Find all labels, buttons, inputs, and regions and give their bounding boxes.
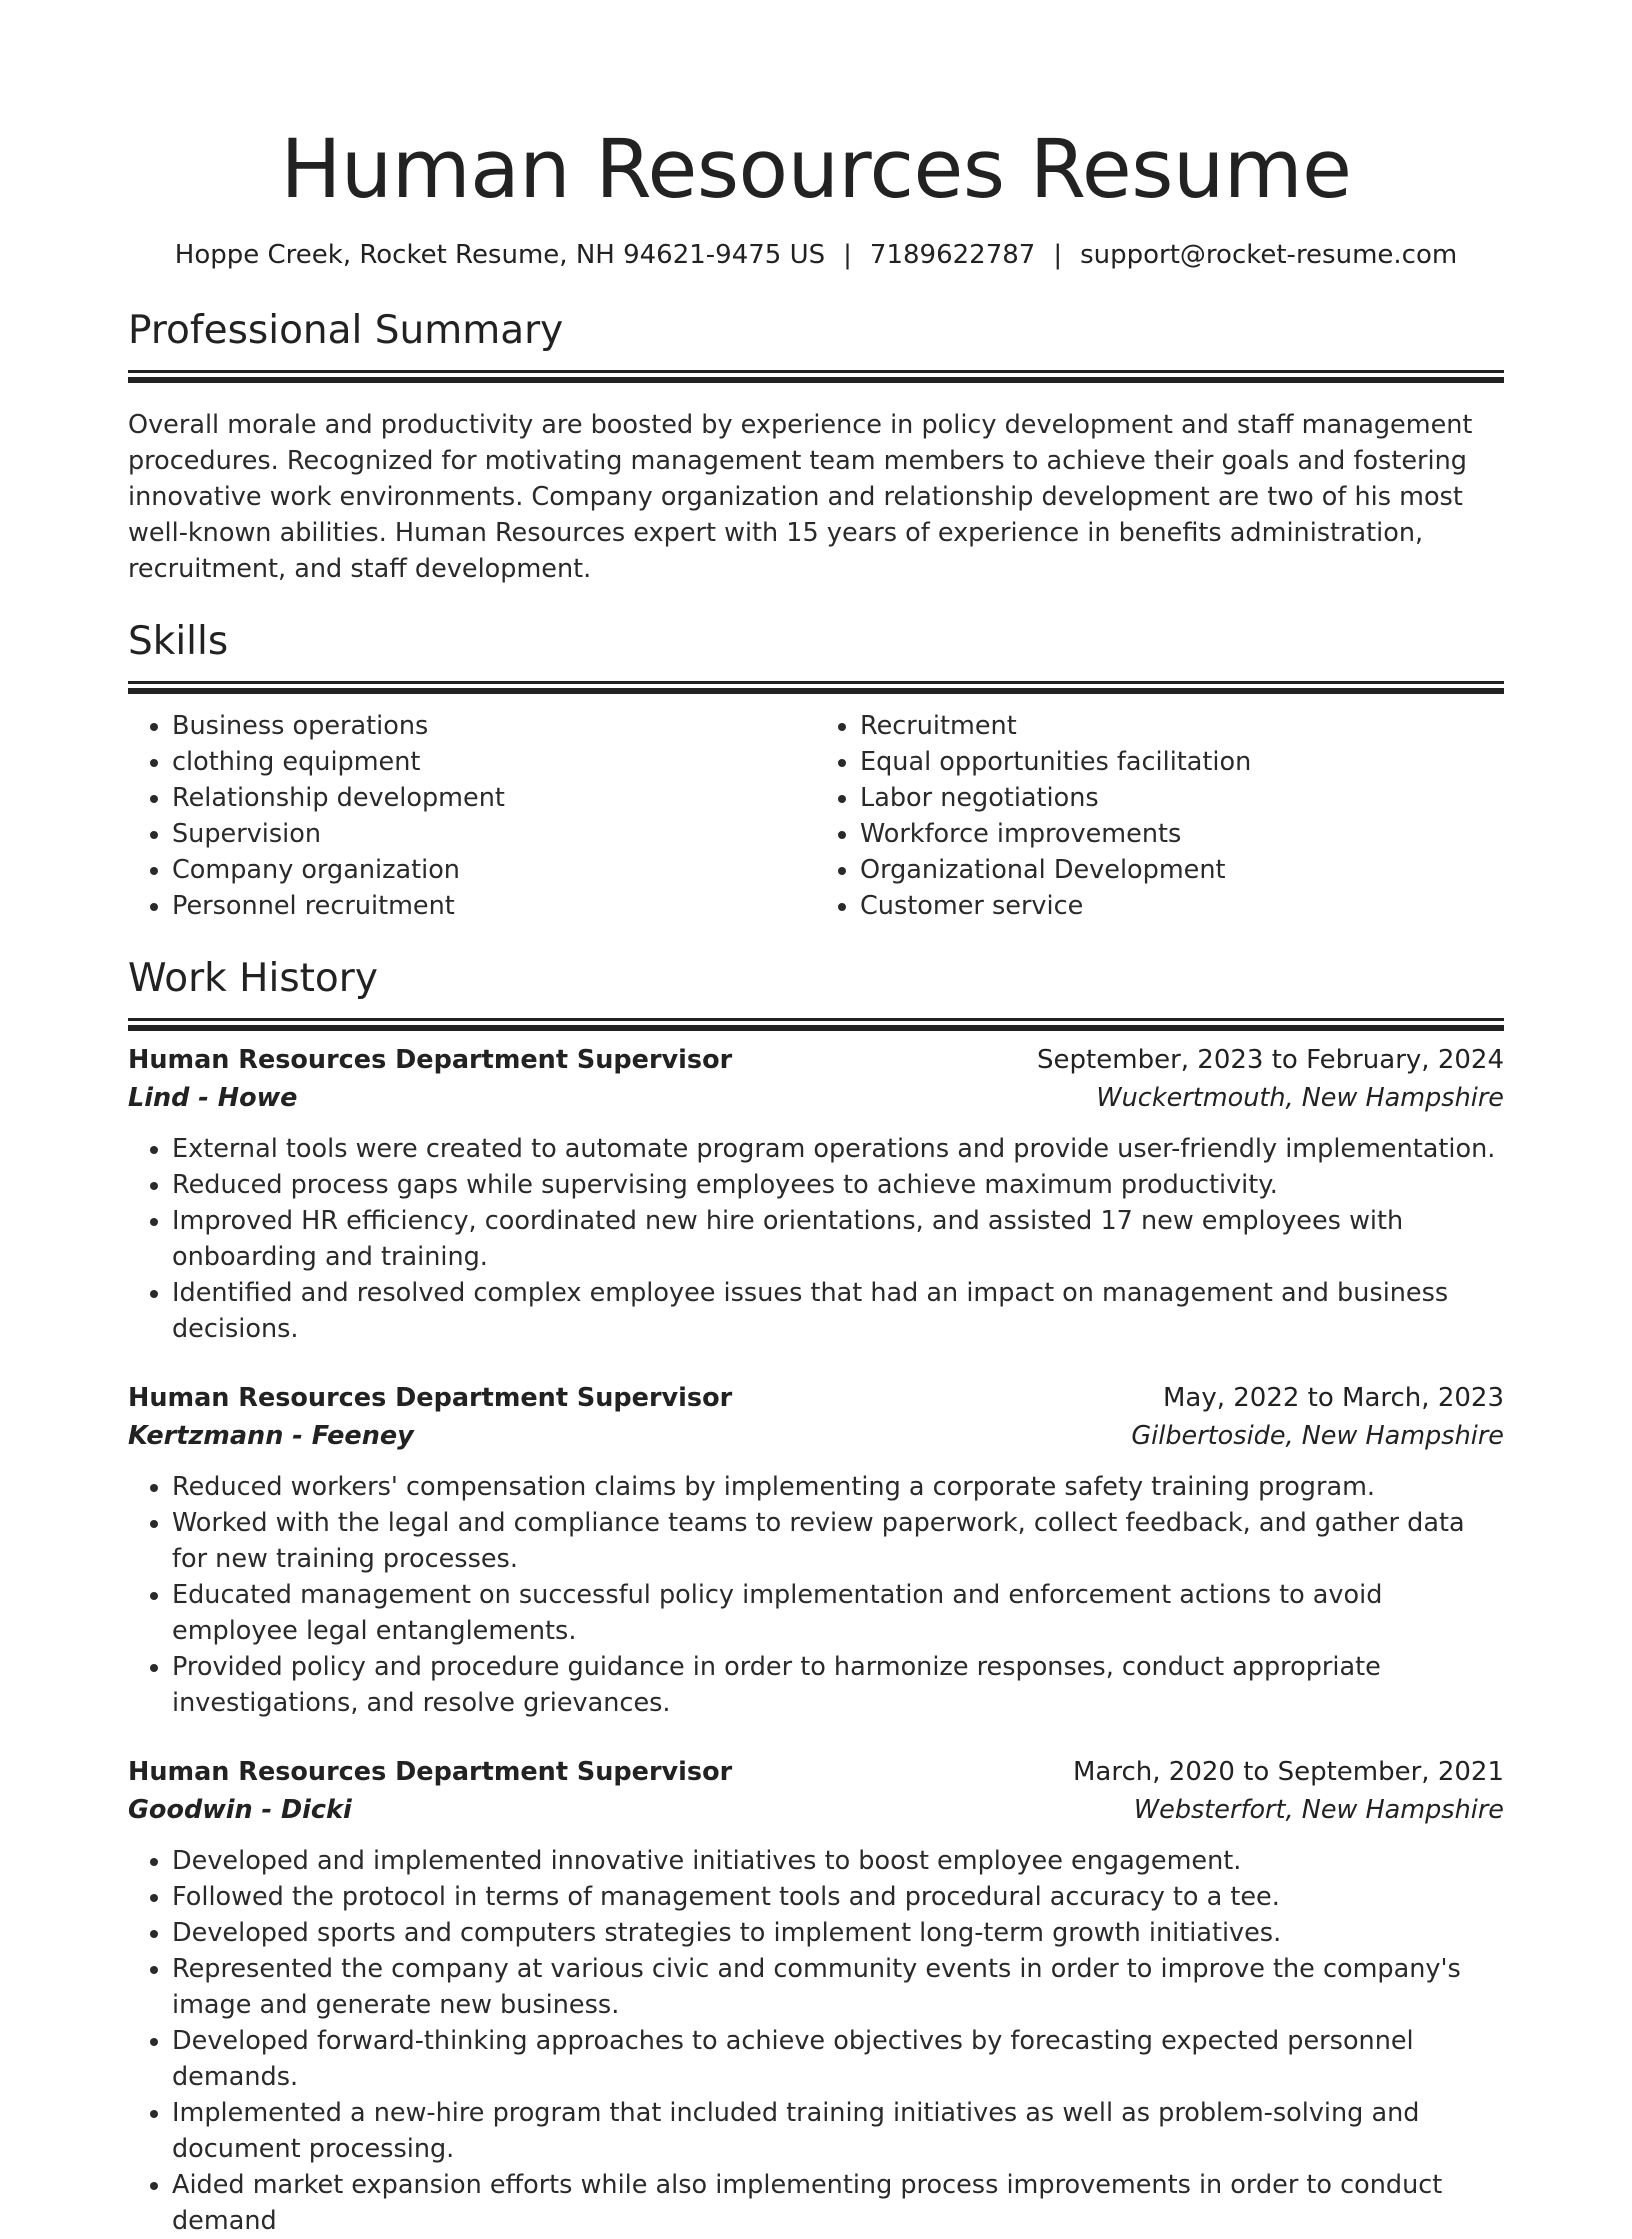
job-bullet: • Developed forward-thinking approaches to achieve objectives by forecasting expected personnel demands. xyxy=(172,2023,1504,2095)
job-entry xyxy=(128,1753,1504,2239)
work-history-section xyxy=(128,954,1504,2239)
skill-item: • clothing equipment xyxy=(172,744,816,780)
contact-separator: | xyxy=(843,240,852,270)
job-header-row xyxy=(128,1041,1504,1079)
contact-email[interactable]: support@rocket-resume.com xyxy=(1080,240,1458,270)
skill-item: • Equal opportunities facilitation xyxy=(860,744,1504,780)
job-bullet: • Developed and implemented innovative initiatives to boost employee engagement. xyxy=(172,1843,1504,1879)
job-dates: March, 2020 to September, 2021 xyxy=(1073,1757,1504,1787)
resume-page xyxy=(128,0,1504,2239)
job-bullet: • Aided market expansion efforts while also implementing process improvements in order to conduct demand xyxy=(172,2167,1504,2239)
job-location: Gilbertoside, New Hampshire xyxy=(1131,1421,1504,1451)
skill-item: • Supervision xyxy=(172,816,816,852)
skill-item: • Relationship development xyxy=(172,780,816,816)
section-divider xyxy=(128,681,1504,684)
contact-line xyxy=(128,238,1504,272)
job-title: Human Resources Department Supervisor xyxy=(128,1045,733,1075)
skill-item: • Recruitment xyxy=(860,708,1504,744)
section-divider xyxy=(128,370,1504,373)
job-title: Human Resources Department Supervisor xyxy=(128,1383,733,1413)
job-entry xyxy=(128,1379,1504,1721)
summary-text: Overall morale and productivity are boosted by experience in policy development and staff management procedures. Recognized for motivating management team members to achieve their goals and fostering innovative work environments. Company organization and relationship development are two of his most well-known abilities. Human Resources expert with 15 years of experience in benefits administration, recruitment, and staff development. xyxy=(128,410,1473,584)
skills-column-right xyxy=(816,708,1504,924)
job-bullet: • Educated management on successful policy implementation and enforcement actions to avoid employee legal entanglements. xyxy=(172,1577,1504,1649)
contact-separator: | xyxy=(1053,240,1063,270)
skill-item: • Company organization xyxy=(172,852,816,888)
job-bullets xyxy=(128,1469,1504,1721)
job-dates: May, 2022 to March, 2023 xyxy=(1162,1383,1504,1413)
skill-item: • Personnel recruitment xyxy=(172,888,816,924)
job-company: Lind - Howe xyxy=(128,1083,298,1113)
work-history-heading: Work History xyxy=(128,956,378,1001)
job-header-row xyxy=(128,1379,1504,1417)
job-header-row xyxy=(128,1753,1504,1791)
job-company-row xyxy=(128,1079,1504,1117)
contact-phone: 7189622787 xyxy=(869,240,1036,270)
skills-column-left xyxy=(128,708,816,924)
section-divider xyxy=(128,1018,1504,1021)
summary-heading: Professional Summary xyxy=(128,308,564,353)
job-bullet: • Improved HR efficiency, coordinated new hire orientations, and assisted 17 new employees with onboarding and training. xyxy=(172,1203,1504,1275)
job-bullet: • Provided policy and procedure guidance in order to harmonize responses, conduct appropriate investigations, and resolve grievances. xyxy=(172,1649,1504,1721)
skill-item: • Workforce improvements xyxy=(860,816,1504,852)
job-bullet: • Identified and resolved complex employee issues that had an impact on management and business decisions. xyxy=(172,1275,1504,1347)
skill-item: • Organizational Development xyxy=(860,852,1504,888)
job-company: Kertzmann - Feeney xyxy=(128,1421,414,1451)
job-company-row xyxy=(128,1791,1504,1829)
job-company: Goodwin - Dicki xyxy=(128,1795,352,1825)
job-location: Websterfort, New Hampshire xyxy=(1133,1795,1504,1825)
skills-list-right xyxy=(816,708,1504,924)
job-company-row xyxy=(128,1417,1504,1455)
skills-list-left xyxy=(128,708,816,924)
job-bullets xyxy=(128,1843,1504,2239)
job-bullets xyxy=(128,1131,1504,1347)
job-bullet: • Worked with the legal and compliance teams to review paperwork, collect feedback, and gather data for new training processes. xyxy=(172,1505,1504,1577)
job-bullet: • Reduced process gaps while supervising employees to achieve maximum productivity. xyxy=(172,1167,1504,1203)
contact-address: Hoppe Creek, Rocket Resume, NH 94621-9475 US xyxy=(174,240,826,270)
job-location: Wuckertmouth, New Hampshire xyxy=(1096,1083,1504,1113)
skills-columns xyxy=(128,708,1504,924)
skill-item: • Labor negotiations xyxy=(860,780,1504,816)
job-title: Human Resources Department Supervisor xyxy=(128,1757,733,1787)
job-bullet: • Implemented a new-hire program that included training initiatives as well as problem-solving and document processing. xyxy=(172,2095,1504,2167)
resume-title: Human Resources Resume xyxy=(280,123,1352,217)
skills-heading: Skills xyxy=(128,619,229,664)
job-bullet: • External tools were created to automate program operations and provide user-friendly implementation. xyxy=(172,1131,1504,1167)
summary-section xyxy=(128,306,1504,587)
skill-item: • Customer service xyxy=(860,888,1504,924)
job-dates: September, 2023 to February, 2024 xyxy=(1037,1045,1504,1075)
job-bullet: • Represented the company at various civic and community events in order to improve the company's image and generate new business. xyxy=(172,1951,1504,2023)
job-bullet: • Developed sports and computers strategies to implement long-term growth initiatives. xyxy=(172,1915,1504,1951)
job-bullet: • Followed the protocol in terms of management tools and procedural accuracy to a tee. xyxy=(172,1879,1504,1915)
job-entry xyxy=(128,1041,1504,1347)
skill-item: • Business operations xyxy=(172,708,816,744)
skills-section xyxy=(128,617,1504,924)
job-bullet: • Reduced workers' compensation claims by implementing a corporate safety training program. xyxy=(172,1469,1504,1505)
